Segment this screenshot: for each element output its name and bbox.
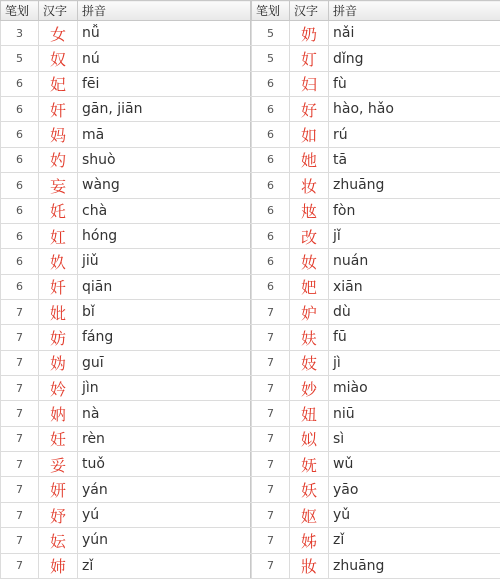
stroke-count-cell: 7 bbox=[252, 426, 290, 451]
pinyin-cell: yú bbox=[78, 502, 251, 527]
table-row bbox=[252, 274, 500, 299]
hanzi-cell: 妞 bbox=[290, 401, 329, 426]
table-row bbox=[1, 223, 251, 248]
pinyin-cell: sì bbox=[329, 426, 500, 451]
table-row bbox=[252, 71, 500, 96]
stroke-count-cell: 6 bbox=[1, 147, 39, 172]
pinyin-cell: mā bbox=[78, 122, 251, 147]
pinyin-cell: nú bbox=[78, 46, 251, 71]
pinyin-cell: fòn bbox=[329, 198, 500, 223]
stroke-count-cell: 7 bbox=[252, 376, 290, 401]
stroke-count-cell: 6 bbox=[1, 97, 39, 122]
hanzi-cell: 奷 bbox=[39, 274, 78, 299]
table-row bbox=[252, 46, 500, 71]
stroke-count-cell: 7 bbox=[252, 528, 290, 553]
pinyin-cell: tuǒ bbox=[78, 452, 251, 477]
stroke-count-cell: 7 bbox=[1, 350, 39, 375]
hanzi-cell: 奸 bbox=[39, 97, 78, 122]
header-row bbox=[252, 1, 500, 21]
stroke-count-cell: 6 bbox=[252, 249, 290, 274]
stroke-count-cell: 6 bbox=[252, 97, 290, 122]
stroke-count-cell: 7 bbox=[1, 452, 39, 477]
stroke-count-cell: 3 bbox=[1, 21, 39, 46]
stroke-count-cell: 7 bbox=[252, 299, 290, 324]
hanzi-cell: 妨 bbox=[39, 325, 78, 350]
table-row bbox=[1, 71, 251, 96]
stroke-count-cell: 6 bbox=[1, 173, 39, 198]
table-row bbox=[1, 274, 251, 299]
stroke-count-cell: 7 bbox=[1, 477, 39, 502]
pinyin-cell: gān, jiān bbox=[78, 97, 251, 122]
pinyin-cell: miào bbox=[329, 376, 500, 401]
stroke-count-cell: 7 bbox=[252, 553, 290, 578]
table-row bbox=[252, 477, 500, 502]
table-row bbox=[1, 299, 251, 324]
pinyin-cell: nuán bbox=[329, 249, 500, 274]
table-row bbox=[252, 502, 500, 527]
table-row bbox=[1, 401, 251, 426]
hanzi-cell: 妁 bbox=[39, 147, 78, 172]
stroke-count-cell: 6 bbox=[252, 274, 290, 299]
stroke-count-cell: 7 bbox=[1, 401, 39, 426]
stroke-count-cell: 7 bbox=[1, 299, 39, 324]
header-strokes: 笔划 bbox=[252, 1, 290, 21]
hanzi-cell: 如 bbox=[290, 122, 329, 147]
table-row bbox=[252, 97, 500, 122]
hanzi-cell: 奺 bbox=[39, 249, 78, 274]
table-row bbox=[1, 173, 251, 198]
left-table-body bbox=[1, 21, 251, 579]
hanzi-cell: 奵 bbox=[290, 46, 329, 71]
pinyin-cell: fū bbox=[329, 325, 500, 350]
pinyin-cell: zǐ bbox=[329, 528, 500, 553]
hanzi-cell: 妤 bbox=[39, 502, 78, 527]
table-row bbox=[1, 21, 251, 46]
hanzi-cell: 妗 bbox=[39, 376, 78, 401]
table-row bbox=[252, 350, 500, 375]
table-row bbox=[1, 97, 251, 122]
stroke-count-cell: 7 bbox=[252, 325, 290, 350]
pinyin-cell: yán bbox=[78, 477, 251, 502]
table-row bbox=[1, 350, 251, 375]
table-row bbox=[1, 426, 251, 451]
table-row bbox=[1, 147, 251, 172]
table-row bbox=[252, 147, 500, 172]
stroke-count-cell: 7 bbox=[252, 452, 290, 477]
stroke-count-cell: 7 bbox=[1, 502, 39, 527]
hanzi-cell: 姒 bbox=[290, 426, 329, 451]
hanzi-cell: 妥 bbox=[39, 452, 78, 477]
pinyin-cell: jiǔ bbox=[78, 249, 251, 274]
hanzi-cell: 妪 bbox=[290, 502, 329, 527]
pinyin-cell: wǔ bbox=[329, 452, 500, 477]
pinyin-cell: tā bbox=[329, 147, 500, 172]
pinyin-cell: jì bbox=[329, 350, 500, 375]
hanzi-cell: 奼 bbox=[39, 198, 78, 223]
pinyin-cell: yāo bbox=[329, 477, 500, 502]
table-row bbox=[1, 249, 251, 274]
table-row bbox=[1, 477, 251, 502]
pinyin-cell: nà bbox=[78, 401, 251, 426]
stroke-count-cell: 6 bbox=[252, 173, 290, 198]
stroke-count-cell: 6 bbox=[252, 122, 290, 147]
pinyin-cell: xiān bbox=[329, 274, 500, 299]
table-row bbox=[252, 426, 500, 451]
hanzi-cell: 妫 bbox=[39, 350, 78, 375]
hanzi-cell: 妓 bbox=[290, 350, 329, 375]
table-row bbox=[252, 173, 500, 198]
stroke-count-cell: 6 bbox=[1, 274, 39, 299]
table-row bbox=[252, 299, 500, 324]
table-row bbox=[252, 528, 500, 553]
header-row bbox=[1, 1, 251, 21]
stroke-count-cell: 7 bbox=[1, 376, 39, 401]
hanzi-cell: 她 bbox=[290, 147, 329, 172]
header-hanzi: 汉字 bbox=[290, 1, 329, 21]
hanzi-cell: 妙 bbox=[290, 376, 329, 401]
hanzi-cell: 姉 bbox=[39, 553, 78, 578]
hanzi-cell: 妋 bbox=[290, 325, 329, 350]
pinyin-cell: niū bbox=[329, 401, 500, 426]
hanzi-cell: 妘 bbox=[39, 528, 78, 553]
header-strokes: 笔划 bbox=[1, 1, 39, 21]
pinyin-cell: fù bbox=[329, 71, 500, 96]
table-row bbox=[1, 376, 251, 401]
stroke-count-cell: 6 bbox=[252, 71, 290, 96]
table-row bbox=[1, 198, 251, 223]
pinyin-cell: fáng bbox=[78, 325, 251, 350]
pinyin-cell: hóng bbox=[78, 223, 251, 248]
table-row bbox=[1, 325, 251, 350]
pinyin-cell: dǐng bbox=[329, 46, 500, 71]
table-row bbox=[252, 122, 500, 147]
pinyin-cell: zhuāng bbox=[329, 173, 500, 198]
header-pinyin: 拼音 bbox=[78, 1, 251, 21]
hanzi-cell: 妠 bbox=[39, 401, 78, 426]
stroke-count-cell: 6 bbox=[252, 223, 290, 248]
pinyin-cell: shuò bbox=[78, 147, 251, 172]
stroke-count-cell: 7 bbox=[1, 325, 39, 350]
pinyin-cell: dù bbox=[329, 299, 500, 324]
pinyin-cell: nǎi bbox=[329, 21, 500, 46]
stroke-count-cell: 7 bbox=[1, 553, 39, 578]
hanzi-cell: 妈 bbox=[39, 122, 78, 147]
table-row bbox=[1, 553, 251, 578]
header-hanzi: 汉字 bbox=[39, 1, 78, 21]
stroke-count-cell: 5 bbox=[1, 46, 39, 71]
hanzi-cell: 妅 bbox=[39, 223, 78, 248]
stroke-count-cell: 7 bbox=[252, 477, 290, 502]
pinyin-cell: yún bbox=[78, 528, 251, 553]
hanzi-cell: 妇 bbox=[290, 71, 329, 96]
stroke-count-cell: 5 bbox=[252, 46, 290, 71]
hanzi-cell: 妝 bbox=[290, 553, 329, 578]
table-row bbox=[252, 553, 500, 578]
hanzi-cell: 妒 bbox=[290, 299, 329, 324]
pinyin-cell: zǐ bbox=[78, 553, 251, 578]
header-pinyin: 拼音 bbox=[329, 1, 500, 21]
stroke-count-cell: 6 bbox=[252, 147, 290, 172]
stroke-count-cell: 7 bbox=[252, 350, 290, 375]
stroke-count-cell: 7 bbox=[252, 502, 290, 527]
stroke-count-cell: 7 bbox=[1, 528, 39, 553]
right-table-body bbox=[252, 21, 500, 579]
table-row bbox=[1, 46, 251, 71]
right-table bbox=[251, 0, 500, 579]
pinyin-cell: qiān bbox=[78, 274, 251, 299]
pinyin-cell: guī bbox=[78, 350, 251, 375]
table-row bbox=[252, 21, 500, 46]
table-row bbox=[1, 452, 251, 477]
table-row bbox=[252, 452, 500, 477]
stroke-count-cell: 7 bbox=[252, 401, 290, 426]
pinyin-cell: jǐ bbox=[329, 223, 500, 248]
table-row bbox=[252, 325, 500, 350]
stroke-count-cell: 6 bbox=[1, 198, 39, 223]
hanzi-cell: 改 bbox=[290, 223, 329, 248]
hanzi-cell: 奴 bbox=[39, 46, 78, 71]
hanzi-cell: 妑 bbox=[290, 274, 329, 299]
hanzi-cell: 奻 bbox=[290, 249, 329, 274]
stroke-count-cell: 7 bbox=[1, 426, 39, 451]
table-row bbox=[1, 528, 251, 553]
table-row bbox=[1, 502, 251, 527]
table-row bbox=[252, 376, 500, 401]
pinyin-cell: wàng bbox=[78, 173, 251, 198]
pinyin-cell: jìn bbox=[78, 376, 251, 401]
table-row bbox=[252, 198, 500, 223]
pinyin-cell: fēi bbox=[78, 71, 251, 96]
hanzi-cell: 妆 bbox=[290, 173, 329, 198]
hanzi-cell: 奶 bbox=[290, 21, 329, 46]
pinyin-cell: bǐ bbox=[78, 299, 251, 324]
hanzi-cell: 妍 bbox=[39, 477, 78, 502]
hanzi-cell: 妃 bbox=[39, 71, 78, 96]
stroke-count-cell: 5 bbox=[252, 21, 290, 46]
hanzi-cell: 奿 bbox=[290, 198, 329, 223]
pinyin-cell: zhuāng bbox=[329, 553, 500, 578]
pinyin-cell: chà bbox=[78, 198, 251, 223]
stroke-count-cell: 6 bbox=[252, 198, 290, 223]
pinyin-cell: rèn bbox=[78, 426, 251, 451]
stroke-count-cell: 6 bbox=[1, 71, 39, 96]
hanzi-cell: 妖 bbox=[290, 477, 329, 502]
hanzi-cell: 姊 bbox=[290, 528, 329, 553]
hanzi-cell: 好 bbox=[290, 97, 329, 122]
stroke-count-cell: 6 bbox=[1, 223, 39, 248]
table-row bbox=[252, 401, 500, 426]
table-row bbox=[1, 122, 251, 147]
pinyin-cell: nǚ bbox=[78, 21, 251, 46]
hanzi-cell: 妩 bbox=[290, 452, 329, 477]
pinyin-cell: hào, hǎo bbox=[329, 97, 500, 122]
pinyin-cell: rú bbox=[329, 122, 500, 147]
stroke-count-cell: 6 bbox=[1, 249, 39, 274]
stroke-count-cell: 6 bbox=[1, 122, 39, 147]
hanzi-cell: 女 bbox=[39, 21, 78, 46]
hanzi-cell: 妊 bbox=[39, 426, 78, 451]
table-row bbox=[252, 249, 500, 274]
hanzi-cell: 妄 bbox=[39, 173, 78, 198]
hanzi-cell: 妣 bbox=[39, 299, 78, 324]
table-row bbox=[252, 223, 500, 248]
pinyin-cell: yǔ bbox=[329, 502, 500, 527]
